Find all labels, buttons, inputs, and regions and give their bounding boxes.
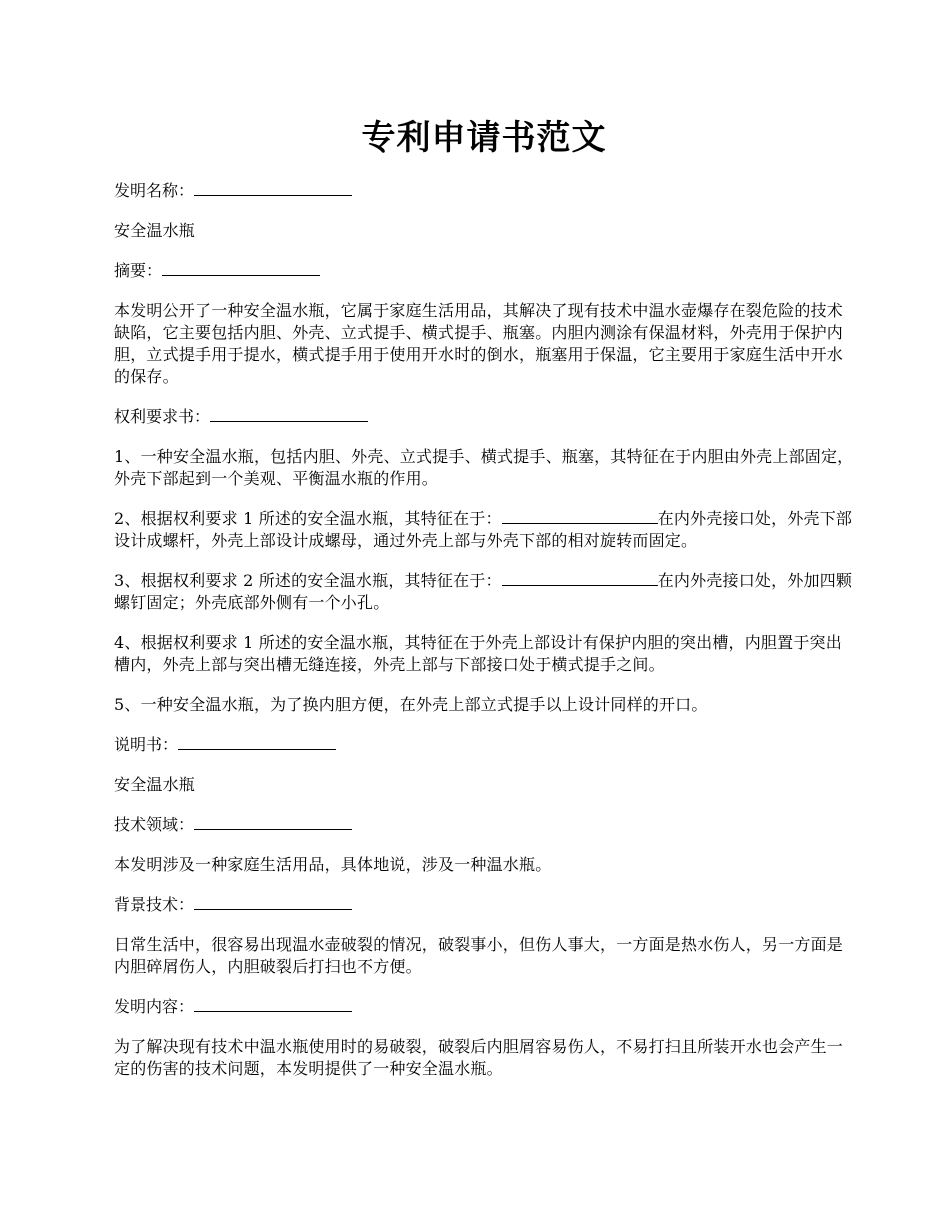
claim-2-lead: 2、根据权利要求 1 所述的安全温水瓶，其特征在于： — [114, 509, 502, 528]
claim-3-rest: 在内外壳接口处，外加四颗螺钉固定；外壳底部外侧有一个小孔。 — [114, 571, 853, 612]
description-name: 安全温水瓶 — [114, 775, 196, 794]
claim-5: 5、一种安全温水瓶，为了换内胆方便，在外壳上部立式提手以上设计同样的开口。 — [114, 695, 708, 714]
claim-3-lead: 3、根据权利要求 2 所述的安全温水瓶，其特征在于： — [114, 571, 502, 590]
document-page — [114, 118, 854, 1098]
claim-2-rest: 在内外壳接口处，外壳下部设计成螺杆，外壳上部设计成螺母，通过外壳上部与外壳下部的相对旋转而固定。 — [114, 509, 853, 550]
technical-field-label: 技术领域： — [114, 815, 195, 834]
background-label: 背景技术： — [114, 895, 195, 914]
description-blank — [178, 735, 336, 750]
background-blank — [194, 895, 352, 910]
claim-1: 1、一种安全温水瓶，包括内胆、外壳、立式提手、横式提手、瓶塞，其特征在于内胆由外壳上部固定，外壳下部起到一个美观、平衡温水瓶的作用。 — [114, 447, 854, 488]
abstract-text: 本发明公开了一种安全温水瓶，它属于家庭生活用品，其解决了现有技术中温水壶爆存在裂危险的技术缺陷，它主要包括内胆、外壳、立式提手、横式提手、瓶塞。内胆内测涂有保温材料，外壳用于保护内胆，立式提手用于提水，横式提手用于使用开水时的倒水，瓶塞用于保温，它主要用于家庭生活中开水的保存。 — [114, 301, 844, 386]
technical-field-field — [114, 814, 854, 836]
claim-3-blank — [502, 571, 658, 586]
invention-content-field — [114, 996, 854, 1018]
background-field — [114, 894, 854, 916]
invention-name-field — [114, 180, 854, 202]
technical-field-text: 本发明涉及一种家庭生活用品，具体地说，涉及一种温水瓶。 — [114, 855, 552, 874]
abstract-blank — [162, 261, 320, 276]
invention-content-text: 为了解决现有技术中温水瓶使用时的易破裂，破裂后内胆屑容易伤人，不易打扫且所装开水也会产生一定的伤害的技术问题，本发明提供了一种安全温水瓶。 — [114, 1037, 844, 1078]
claim-4: 4、根据权利要求 1 所述的安全温水瓶，其特征在于外壳上部设计有保护内胆的突出槽，内胆置于突出槽内，外壳上部与突出槽无缝连接，外壳上部与下部接口处于横式提手之间。 — [114, 633, 842, 674]
claim-2 — [114, 508, 854, 552]
claim-3 — [114, 570, 854, 614]
invention-content-label: 发明内容： — [114, 997, 195, 1016]
document-title: 专利申请书范文 — [361, 118, 607, 158]
description-label: 说明书： — [114, 735, 179, 754]
invention-name-label: 发明名称： — [114, 181, 195, 200]
technical-field-blank — [194, 815, 352, 830]
invention-content-blank — [194, 997, 352, 1012]
invention-name-value: 安全温水瓶 — [114, 221, 196, 240]
abstract-label: 摘要： — [114, 261, 163, 280]
description-field — [114, 734, 854, 756]
claim-2-blank — [502, 509, 658, 524]
invention-name-blank — [194, 181, 352, 196]
background-text: 日常生活中，很容易出现温水壶破裂的情况，破裂事小，但伤人事大，一方面是热水伤人，另一方面是内胆碎屑伤人，内胆破裂后打扫也不方便。 — [114, 935, 844, 976]
abstract-field — [114, 260, 854, 282]
claims-blank — [210, 407, 368, 422]
claims-field — [114, 406, 854, 428]
claims-label: 权利要求书： — [114, 407, 211, 426]
